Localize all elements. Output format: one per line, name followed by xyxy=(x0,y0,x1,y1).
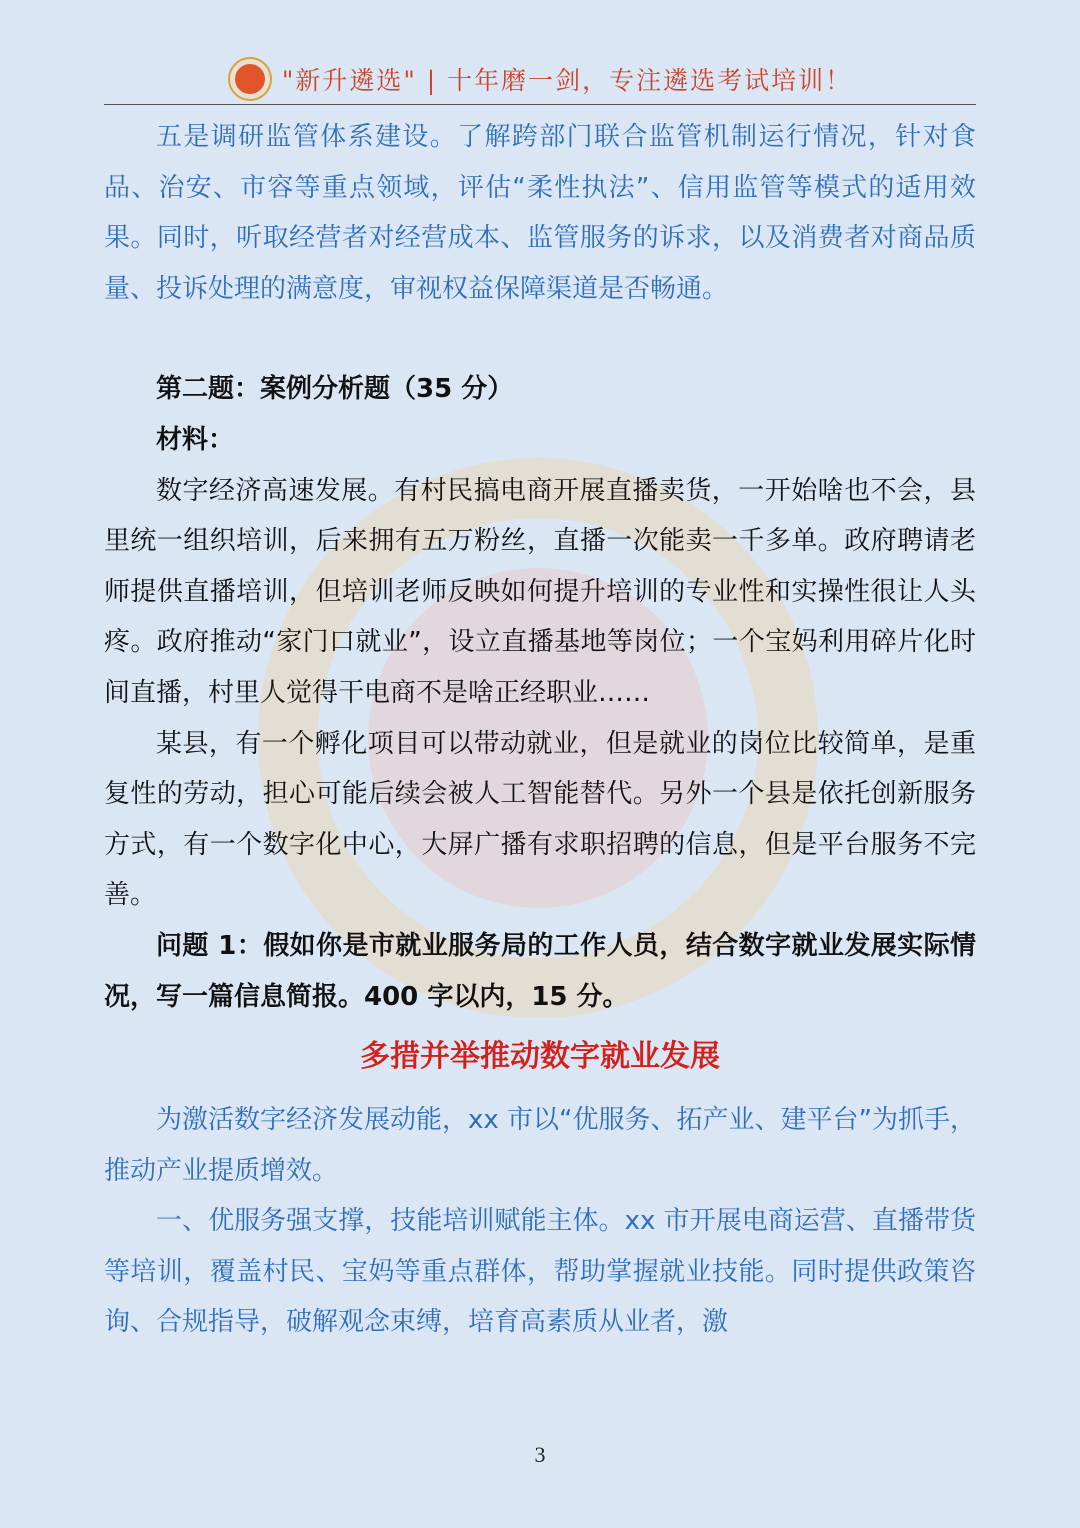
answer-title: 多措并举推动数字就业发展 xyxy=(360,1039,720,1075)
paragraph-gap xyxy=(104,314,976,364)
material-paragraph-1: 数字经济高速发展。有村民搞电商开展直播卖货，一开始啥也不会，县里统一组织培训，后来拥有五万粉丝，直播一次能卖一千多单。政府聘请老师提供直播培训，但培训老师反映如何提升培训的专业性和实操性很让人头疼。政府推动“家门口就业”，设立直播基地等岗位；一个宝妈利用碎片化时间直播，村里人觉得干电商不是啥正经职业…… xyxy=(104,475,976,708)
page-number: 3 xyxy=(534,1442,546,1467)
paragraph-regulation: 五是调研监管体系建设。了解跨部门联合监管机制运行情况，针对食品、治安、市容等重点领域，评估“柔性执法”、信用监管等模式的适用效果。同时，听取经营者对经营成本、监管服务的诉求，以及消费者对商品质量、投诉处理的满意度，审视权益保障渠道是否畅通。 xyxy=(104,122,976,304)
brand-logo-icon xyxy=(228,57,272,101)
page-content xyxy=(104,112,976,1348)
answer-paragraph-1: 为激活数字经济发展动能，xx 市以“优服务、拓产业、建平台”为抓手，推动产业提质增效。 xyxy=(104,1105,976,1186)
question-title: 第二题：案例分析题（35 分） xyxy=(156,374,514,405)
material-label: 材料： xyxy=(156,424,235,455)
answer-paragraph-2: 一、优服务强支撑，技能培训赋能主体。xx 市开展电商运营、直播带货等培训，覆盖村民、宝妈等重点群体，帮助掌握就业技能。同时提供政策咨询、合规指导，破解观念束缚，培育高素质从业者，激 xyxy=(104,1206,976,1338)
material-paragraph-2: 某县，有一个孵化项目可以带动就业，但是就业的岗位比较简单，是重复性的劳动，担心可能后续会被人工智能替代。另外一个县是依托创新服务方式，有一个数字化中心，大屏广播有求职招聘的信息，但是平台服务不完善。 xyxy=(104,728,976,911)
brand-logo-mark xyxy=(235,64,265,94)
page-header xyxy=(104,54,976,105)
header-slogan: "新升遴选" | 十年磨一剑，专注遴选考试培训！ xyxy=(281,66,853,95)
question-1: 问题 1：假如你是市就业服务局的工作人员，结合数字就业发展实际情况，写一篇信息简报。400 字以内，15 分。 xyxy=(104,930,976,1012)
